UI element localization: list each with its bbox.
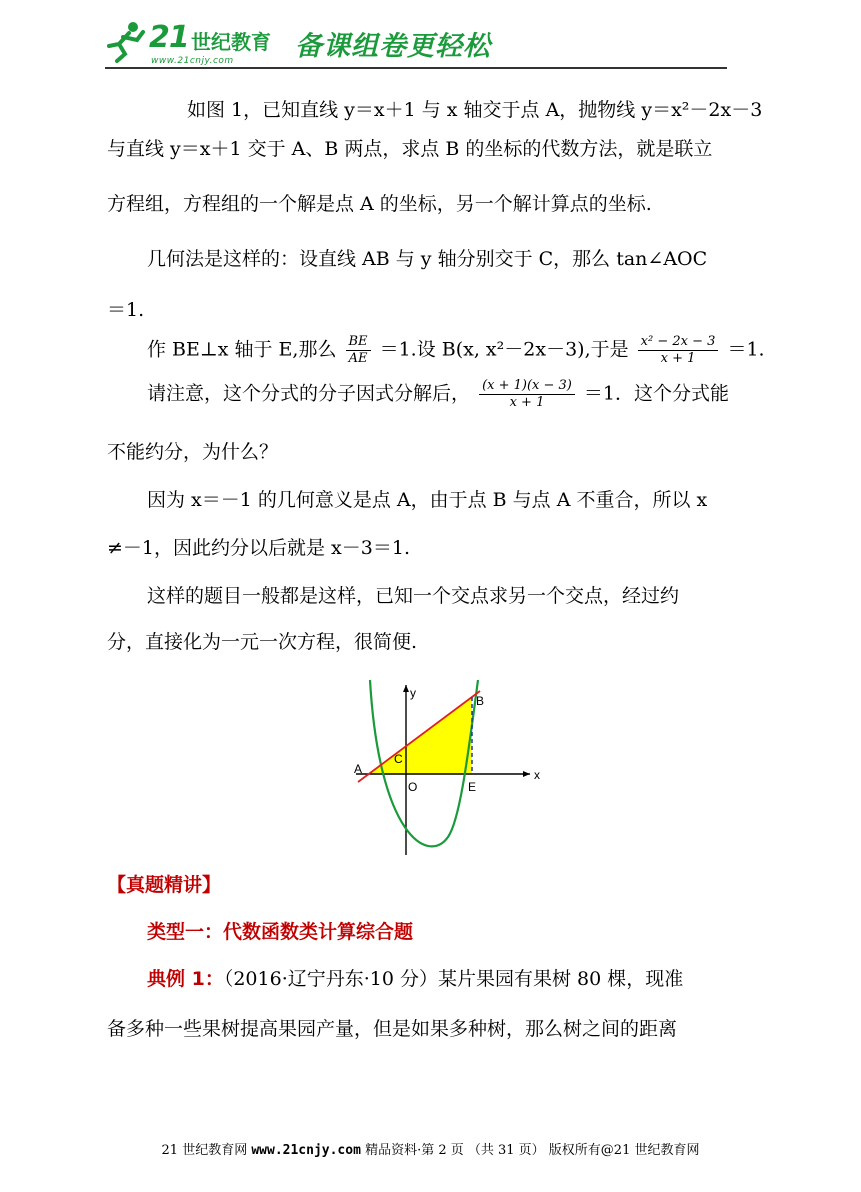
example-text: （2016·辽宁丹东·10 分）某片果园有果树 80 棵，现准 [223, 968, 684, 990]
fraction-numerator: (x + 1)(x − 3) [479, 378, 575, 395]
parabola-line-figure [352, 675, 540, 857]
paragraph-3-text-c: ＝1. [727, 338, 765, 361]
label-o: O [408, 780, 418, 794]
header-slogan: 备课组卷更轻松 [295, 31, 491, 62]
fraction-denominator: x + 1 [509, 395, 545, 410]
label-x: x [534, 768, 540, 782]
header-divider [105, 67, 727, 69]
label-a: A [354, 762, 363, 776]
paragraph-4-text-b: ＝1．这个分式能 [583, 382, 730, 405]
paragraph-2-line-2: ＝1. [107, 299, 145, 321]
paragraph-1-line-2: 与直线 y＝x＋1 交于 A、B 两点，求点 B 的坐标的代数方法，就是联立 [107, 138, 713, 160]
page-footer [0, 1139, 861, 1158]
label-c: C [394, 752, 403, 766]
paragraph-6-line-1: 这样的题目一般都是这样，已知一个交点求另一个交点，经过约 [147, 585, 680, 607]
example-1-line-1 [147, 964, 683, 991]
label-e: E [468, 780, 477, 794]
fraction-numerator: x² − 2x − 3 [638, 334, 719, 351]
paragraph-4-line-2: 不能约分，为什么？ [107, 441, 279, 463]
paragraph-2-line-1: 几何法是这样的：设直线 AB 与 y 轴分别交于 C，那么 tan∠AOC [147, 248, 708, 270]
logo-url: www.21cnjy.com [151, 56, 234, 66]
fraction-factored [479, 378, 575, 411]
fraction-denominator: x + 1 [660, 351, 696, 366]
paragraph-1-line-1: 如图 1，已知直线 y＝x＋1 与 x 轴交于点 A，抛物线 y＝x²－2x－3 [187, 99, 763, 121]
fraction-numerator: BE [346, 334, 371, 351]
paragraph-6-line-2: 分，直接化为一元一次方程，很简便. [107, 631, 418, 653]
label-y: y [410, 686, 416, 700]
paragraph-3 [147, 334, 765, 367]
paragraph-4-line-1 [147, 378, 729, 411]
label-b: B [476, 694, 485, 708]
paragraph-4-text-a: 请注意，这个分式的分子因式分解后， [147, 382, 471, 405]
logo-number: 21 [149, 20, 189, 55]
runner-logo-icon [105, 20, 145, 62]
x-axis-arrow [523, 771, 530, 777]
fraction-be-ae [346, 334, 371, 367]
y-axis-arrow [403, 685, 409, 692]
paragraph-3-text-a: 作 BE⊥x 轴于 E,那么 [147, 338, 337, 361]
footer-url[interactable]: www.21cnjy.com [251, 1143, 361, 1158]
footer-site: 21 世纪教育网 [161, 1143, 248, 1158]
paragraph-5-line-2: ≠－1，因此约分以后就是 x－3＝1. [107, 537, 410, 559]
fraction-denominator: AE [348, 351, 368, 366]
logo-brand: 世纪教育 [191, 30, 271, 54]
example-label: 典例 1： [147, 968, 224, 990]
fraction-quadratic [638, 334, 719, 367]
footer-page-info: 精品资料·第 2 页 （共 31 页） 版权所有@21 世纪教育网 [365, 1143, 700, 1158]
paragraph-5-line-1: 因为 x＝－1 的几何意义是点 A，由于点 B 与点 A 不重合，所以 x [147, 489, 708, 511]
page-header [105, 18, 727, 70]
section-title: 【真题精讲】 [107, 874, 222, 896]
type-one-heading: 类型一：代数函数类计算综合题 [147, 921, 414, 943]
example-1-line-2: 备多种一些果树提高果园产量，但是如果多种树，那么树之间的距离 [107, 1018, 678, 1040]
paragraph-3-text-b: ＝1.设 B(x, x²－2x－3),于是 [379, 338, 629, 361]
paragraph-1-line-3: 方程组，方程组的一个解是点 A 的坐标，另一个解计算点的坐标. [107, 193, 652, 215]
